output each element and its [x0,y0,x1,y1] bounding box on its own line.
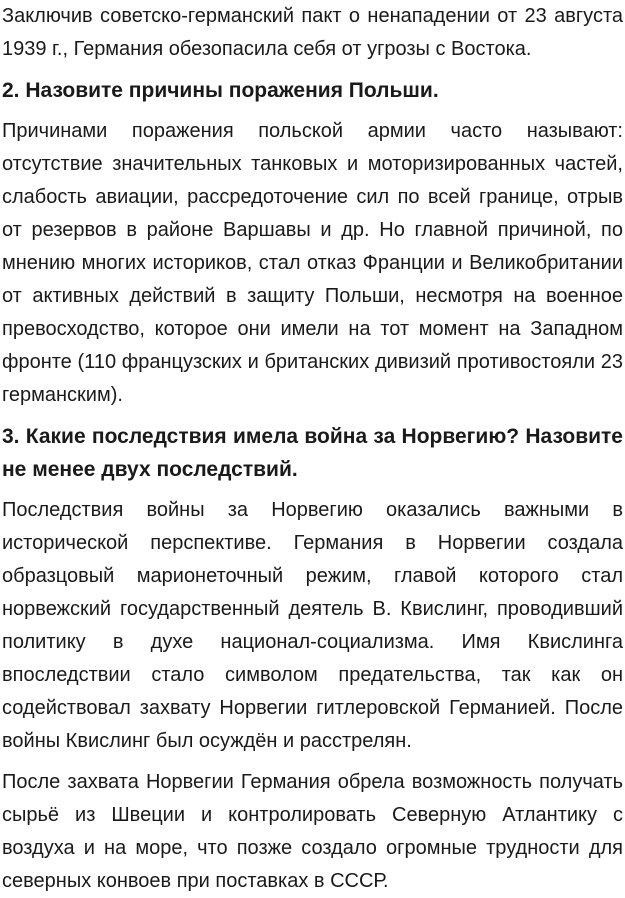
question-heading-2: 2. Назовите причины поражения Польши. [2,79,439,102]
paragraph-pact-intro: Заключив советско-германский пакт о ненападении от 23 августа 1939 г., Германия обезопасила себя от угрозы с Востока. [2,5,623,60]
paragraph-poland-defeat-reasons: Причинами поражения польской армии часто называют: отсутствие значительных танковых и моторизированных частей, слабость авиации, рассредоточение сил по всей границе, отрыв от резервов в районе Варшавы и др. Но главной причиной, по мнению многих историков, стал отказ Франции и Великобритании от активных действий в защиту Польши, несмотря на военное превосходство, которое они имели на тот момент на Западном фронте (110 французских и британских дивизий противостояли 23 германским). [2,120,623,406]
paragraph-norway-consequences-supplies: После захвата Норвегии Германия обрела возможность получать сырьё из Швеции и контролировать Северную Атлантику с воздуха и на море, что позже создало огромные трудности для северных конвоев при поставках в СССР. [2,771,623,892]
question-heading-3: 3. Какие последствия имела война за Норвегию? Назовите не менее двух последствий. [2,425,623,481]
paragraph-norway-consequences-quisling: Последствия войны за Норвегию оказались важными в исторической перспективе. Германия в Норвегии создала образцовый марионеточный режим, главой которого стал норвежский государственный деятель В. Квислинг, проводивший политику в духе национал-социализма. Имя Квислинга впоследствии стало символом предательства, так как он содействовал захвату Норвегии гитлеровской Германией. После войны Квислинг был осуждён и расстрелян. [2,499,623,752]
